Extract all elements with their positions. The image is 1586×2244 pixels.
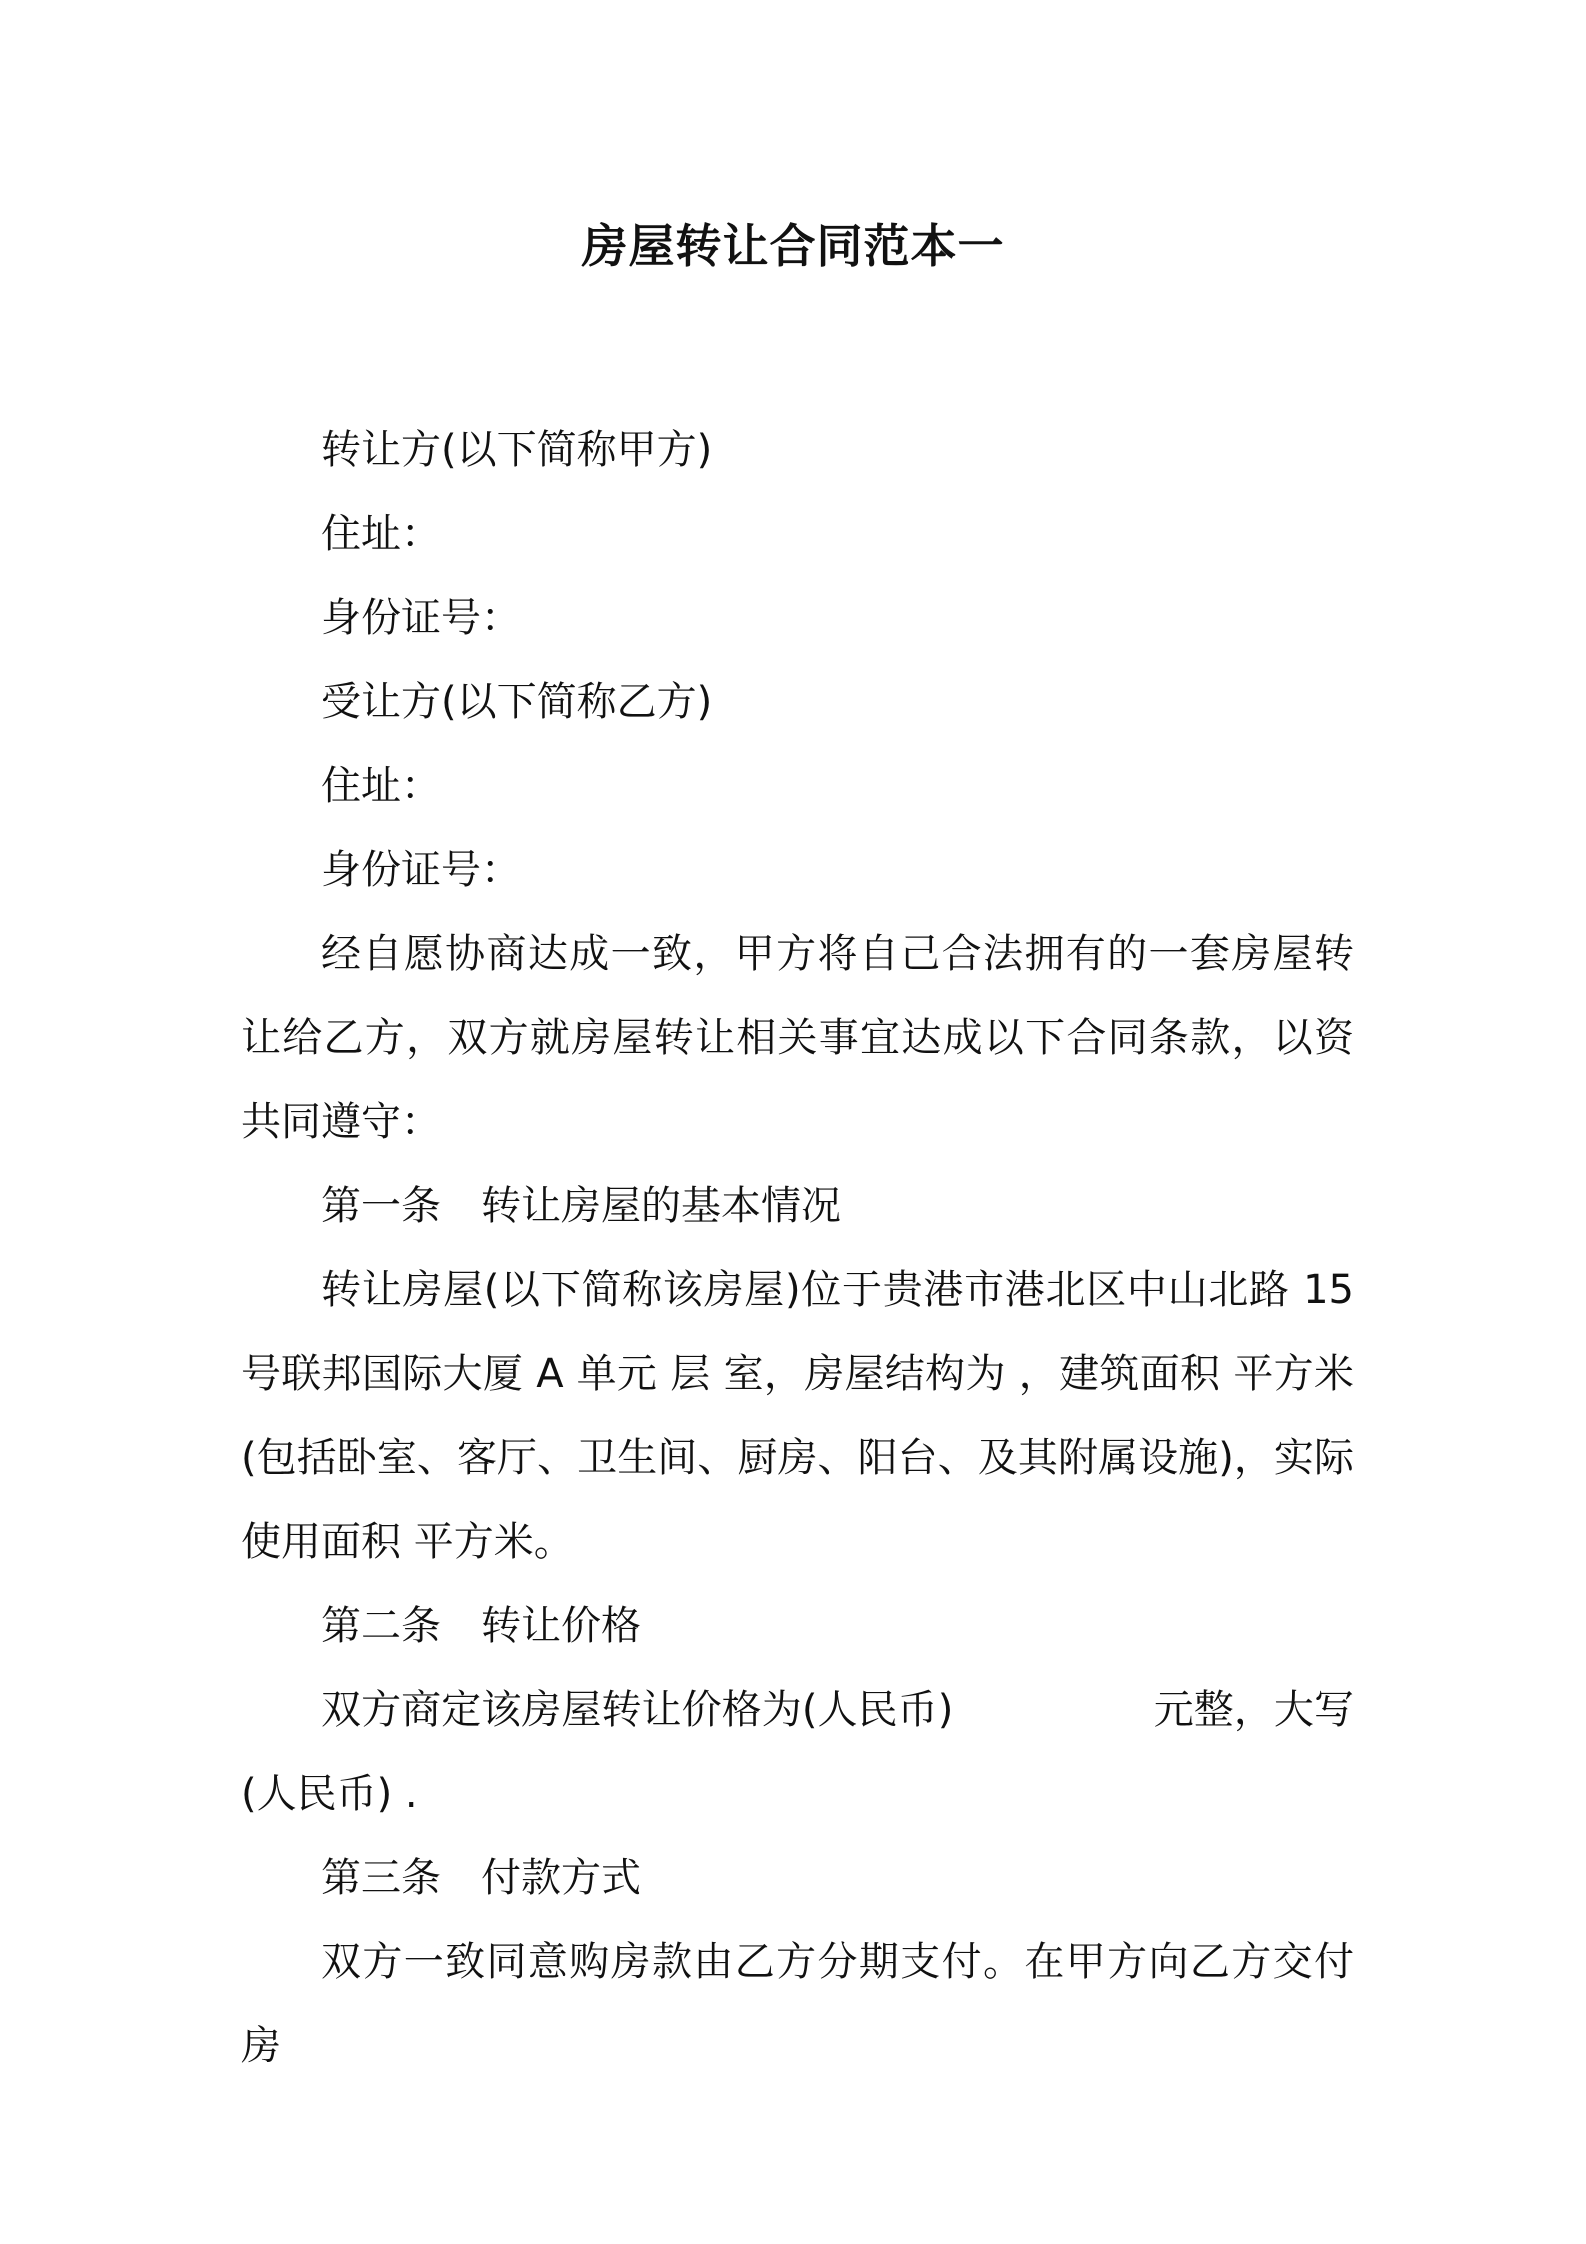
transferor-heading: 转让方(以下简称甲方) — [321, 427, 713, 473]
transferee-address: 住址： — [321, 763, 441, 809]
article-1-heading: 第一条 转让房屋的基本情况 — [321, 1183, 841, 1229]
article-3-body: 双方一致同意购房款由乙方分期支付。在甲方向乙方交付房 — [241, 1939, 1354, 2069]
document-body — [241, 408, 1354, 2088]
article-1-body: 转让房屋(以下简称该房屋)位于贵港市港北区中山北路 15 号联邦国际大厦 A 单元 层 室，房屋结构为 ，建筑面积 平方米(包括卧室、客厅、卫生间、厨房、阳台、及其附属设施)，实际使用面积 平方米。 — [241, 1267, 1354, 1565]
agreement-preamble: 经自愿协商达成一致，甲方将自己合法拥有的一套房屋转让给乙方，双方就房屋转让相关事宜达成以下合同条款，以资共同遵守： — [241, 931, 1354, 1145]
document-title: 房屋转让合同范本一 — [581, 219, 1005, 273]
article-2-heading: 第二条 转让价格 — [321, 1603, 641, 1649]
transferee-id-number: 身份证号： — [321, 847, 521, 893]
transferor-address: 住址： — [321, 511, 441, 557]
transferee-heading: 受让方(以下简称乙方) — [321, 679, 713, 725]
article-2-body: 双方商定该房屋转让价格为(人民币) 元整，大写(人民币) . — [241, 1687, 1354, 1817]
article-3-heading: 第三条 付款方式 — [321, 1855, 641, 1901]
transferor-id-number: 身份证号： — [321, 595, 521, 641]
